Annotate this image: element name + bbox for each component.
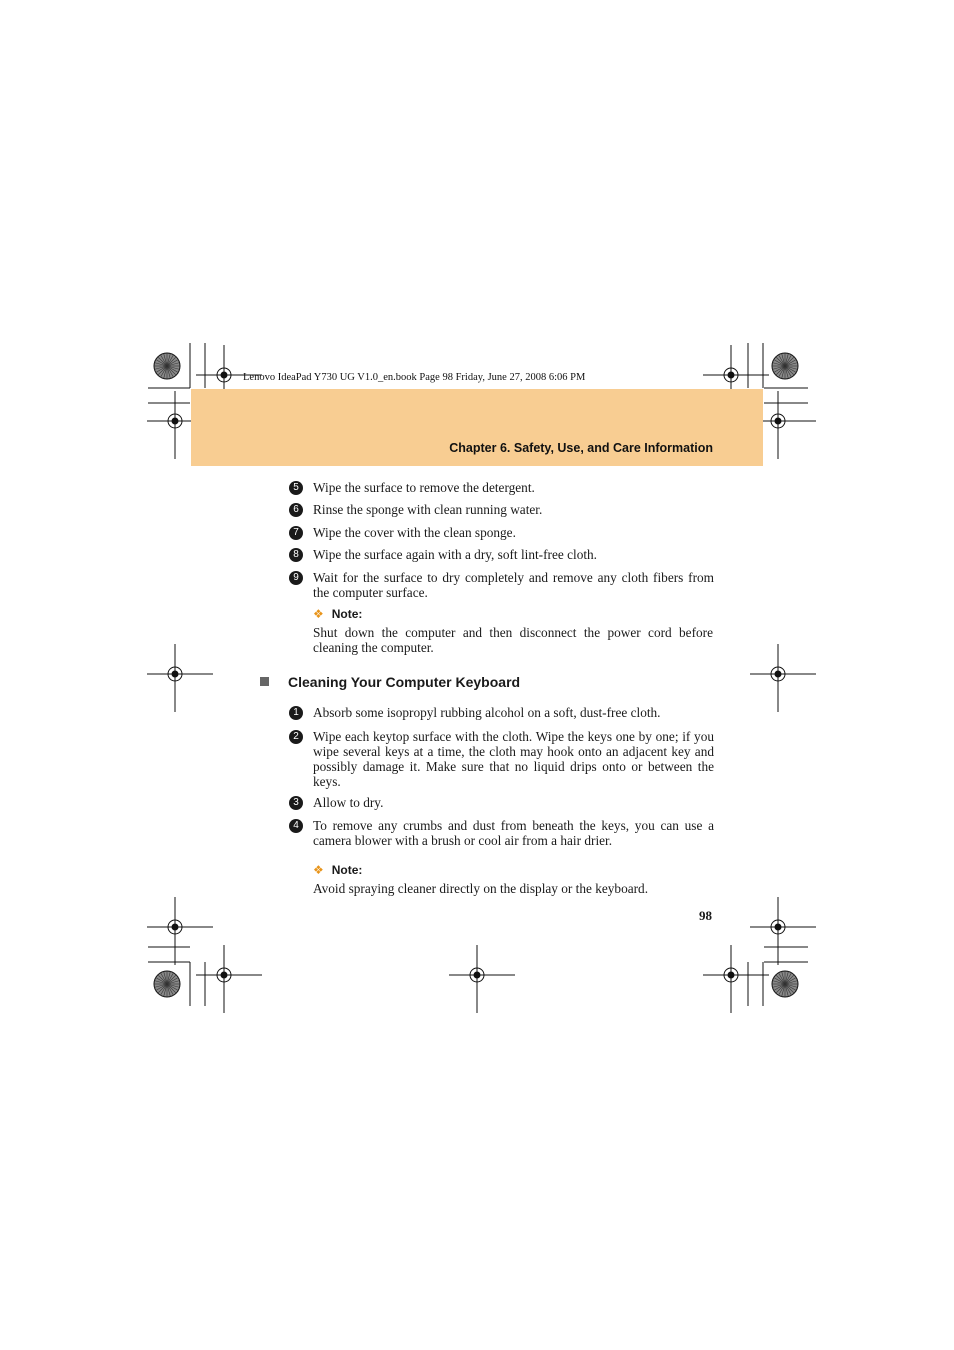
- list-item: [289, 502, 714, 517]
- step-number: 1: [289, 706, 303, 720]
- step-number: 3: [289, 796, 303, 810]
- list-item: [289, 795, 714, 810]
- star-wheel-icon: [154, 971, 180, 997]
- star-wheel-icon: [772, 971, 798, 997]
- step-text: Rinse the sponge with clean running water.: [313, 502, 543, 517]
- step-text: Absorb some isopropyl rubbing alcohol on a soft, dust-free cloth.: [313, 705, 661, 720]
- step-text: To remove any crumbs and dust from beneath the keys, you can use a camera blower with a brush or cool air from a hair drier.: [313, 818, 714, 848]
- step-number: 6: [289, 503, 303, 517]
- chapter-title: Chapter 6. Safety, Use, and Care Information: [449, 441, 713, 455]
- note-label: ❖ Note:: [313, 863, 363, 877]
- list-item: [289, 570, 714, 600]
- star-wheel-icon: [772, 353, 798, 379]
- step-text: Wipe the cover with the clean sponge.: [313, 525, 516, 540]
- note-diamond-icon: ❖: [313, 863, 324, 877]
- note-diamond-icon: ❖: [313, 607, 324, 621]
- step-number: 7: [289, 526, 303, 540]
- page-number: 98: [699, 908, 712, 923]
- step-text: Wait for the surface to dry completely and remove any cloth fibers from the computer surface.: [313, 570, 714, 600]
- step-number: 8: [289, 548, 303, 562]
- chapter-header-band: [191, 389, 763, 466]
- step-text: Wipe the surface to remove the detergent.: [313, 480, 535, 495]
- list-item: [289, 480, 714, 495]
- note-text: Avoid spraying cleaner directly on the display or the keyboard.: [313, 881, 649, 896]
- step-number: 9: [289, 571, 303, 585]
- note-text: Shut down the computer and then disconnect the power cord before cleaning the computer.: [313, 625, 713, 655]
- list-item: [289, 818, 714, 848]
- section-heading: Cleaning Your Computer Keyboard: [260, 674, 520, 690]
- print-header: Lenovo IdeaPad Y730 UG V1.0_en.book Page 98 Friday, June 27, 2008 6:06 PM: [243, 372, 586, 383]
- note-label: ❖ Note:: [313, 607, 363, 621]
- step-number: 2: [289, 730, 303, 744]
- step-text: Wipe the surface again with a dry, soft lint-free cloth.: [313, 547, 598, 562]
- list-item: [289, 705, 714, 720]
- list-item: [289, 525, 714, 540]
- step-number: 4: [289, 819, 303, 833]
- list-item: [289, 729, 714, 789]
- square-bullet-icon: [260, 677, 269, 686]
- list-item: [289, 547, 714, 562]
- step-text: Allow to dry.: [313, 795, 384, 810]
- star-wheel-icon: [154, 353, 180, 379]
- step-number: 5: [289, 481, 303, 495]
- step-text: Wipe each keytop surface with the cloth. Wipe the keys one by one; if you wipe several keys at a time, the cloth may hook onto an adjacent key and possibly damage it. Make sure that no liquid drips onto or between the keys.: [313, 729, 714, 789]
